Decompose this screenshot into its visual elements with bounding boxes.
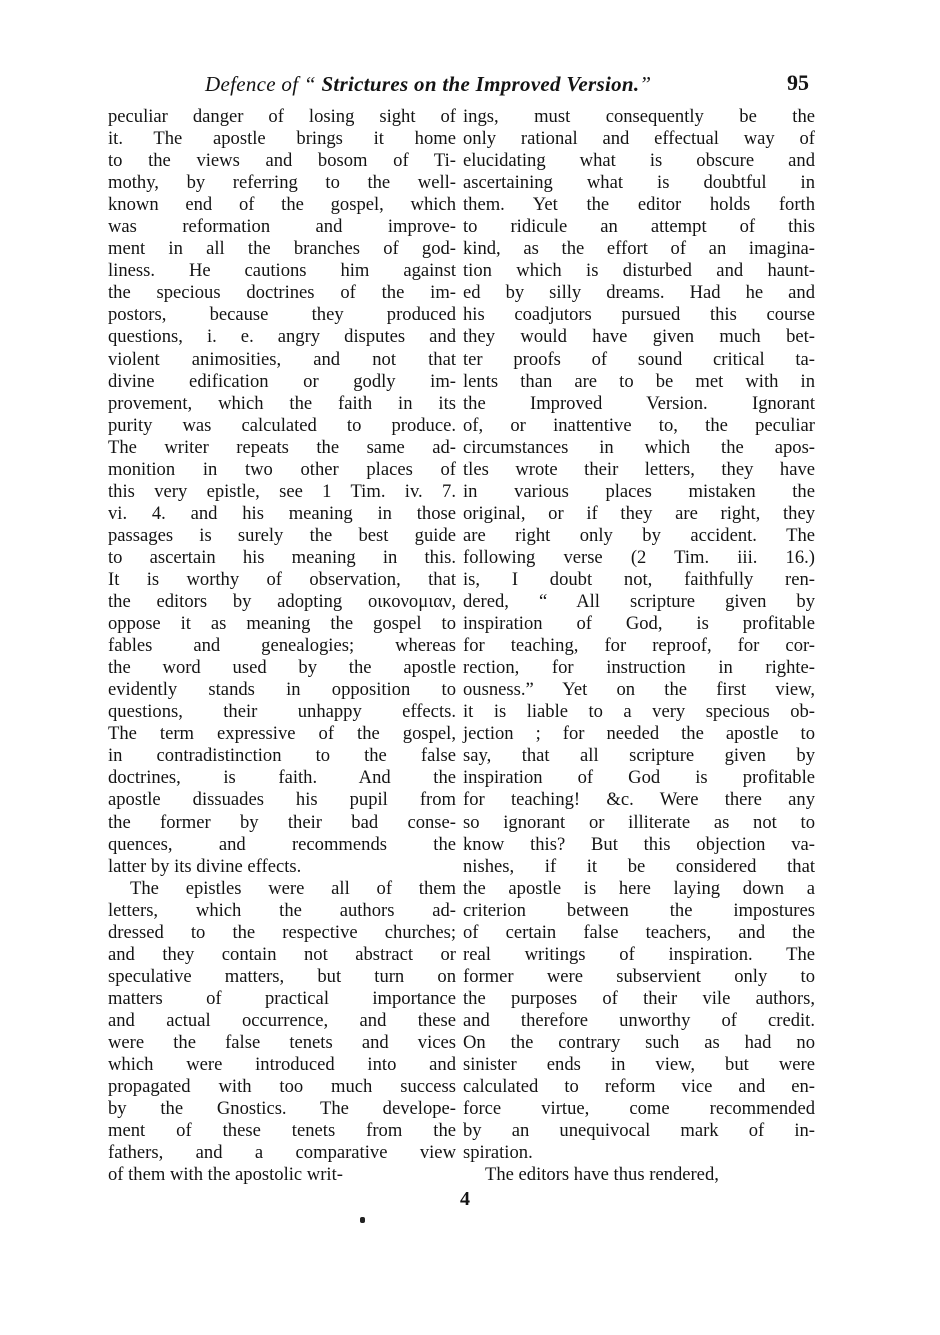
text-line: the specious doctrines of the im- <box>108 282 456 304</box>
text-line: criterion between the impostures <box>463 899 815 921</box>
text-line: so ignorant or illiterate as not to <box>463 811 815 833</box>
text-line: they would have given much bet- <box>463 326 815 348</box>
right-column <box>463 106 815 1186</box>
text-line: of them with the apostolic writ- <box>108 1164 343 1186</box>
text-line: to the views and bosom of Ti- <box>108 150 456 172</box>
text-line: in various places mistaken the <box>463 480 815 502</box>
text-line: by an unequivocal mark of in- <box>463 1120 815 1142</box>
text-line: oppose it as meaning the gospel to <box>108 613 456 635</box>
left-column <box>108 106 456 1186</box>
text-line: is, I doubt not, faithfully ren- <box>463 568 815 590</box>
text-line: ment in all the branches of god- <box>108 238 456 260</box>
text-line: the apostle is here laying down a <box>463 877 815 899</box>
text-line: ings, must consequently be the <box>463 106 815 127</box>
text-line: dered, “ All scripture given by <box>463 591 815 613</box>
text-line: and therefore unworthy of credit. <box>463 1009 815 1031</box>
text-line: the purposes of their vile authors, <box>463 987 815 1009</box>
text-line: known end of the gospel, which <box>108 194 456 216</box>
text-line: ousness.” Yet on the first view, <box>463 679 815 701</box>
text-line: spiration. <box>463 1142 533 1164</box>
text-line: inspiration of God is profitable <box>463 767 815 789</box>
text-line: ascertaining what is doubtful in <box>463 172 815 194</box>
text-line: dressed to the respective churches; <box>108 921 456 943</box>
text-line: kind, as the effort of an imagina- <box>463 238 815 260</box>
text-line: of certain false teachers, and the <box>463 921 815 943</box>
text-line: latter by its divine effects. <box>108 855 302 877</box>
text-line: violent animosities, and not that <box>108 348 456 370</box>
text-line: to ascertain his meaning in this. <box>108 546 456 568</box>
text-line: the editors by adopting οικονομιαν, <box>108 591 456 613</box>
text-line: provement, which the faith in its <box>108 392 456 414</box>
text-line: following verse (2 Tim. iii. 16.) <box>463 546 815 568</box>
text-line: in contradistinction to the false <box>108 745 456 767</box>
text-line: liness. He cautions him against <box>108 260 456 282</box>
text-line: this very epistle, see 1 Tim. iv. 7. <box>108 480 456 502</box>
text-line: which were introduced into and <box>108 1054 456 1076</box>
text-line: The writer repeats the same ad- <box>108 436 456 458</box>
text-line: tion which is disturbed and haunt- <box>463 260 815 282</box>
text-line: On the contrary such as had no <box>463 1031 815 1053</box>
text-line: calculated to reform vice and en- <box>463 1076 815 1098</box>
text-line: the word used by the apostle <box>108 657 456 679</box>
text-line: quences, and recommends the <box>108 833 456 855</box>
text-line: to ridicule an attempt of this <box>463 216 815 238</box>
text-line: elucidating what is obscure and <box>463 150 815 172</box>
text-line: lents than are to be met with in <box>463 370 815 392</box>
text-line: force virtue, come recommended <box>463 1098 815 1120</box>
running-head-suffix: ” <box>639 72 652 96</box>
text-line: his coadjutors pursued this course <box>463 304 815 326</box>
text-line: questions, their unhappy effects. <box>108 701 456 723</box>
text-line: The epistles were all of them <box>130 877 456 899</box>
text-line: vi. 4. and his meaning in those <box>108 502 456 524</box>
text-line: original, or if they are right, they <box>463 502 815 524</box>
running-head-title: Strictures on the Improved Version. <box>321 72 640 96</box>
printer-signature: 4 <box>460 1188 470 1210</box>
text-line: jection ; for needed the apostle to <box>463 723 815 745</box>
text-line: questions, i. e. angry disputes and <box>108 326 456 348</box>
text-line: fathers, and a comparative view <box>108 1142 456 1164</box>
text-line: apostle dissuades his pupil from <box>108 789 456 811</box>
running-head <box>205 72 735 97</box>
text-line: say, that all scripture given by <box>463 745 815 767</box>
text-line: postors, because they produced <box>108 304 456 326</box>
text-line: monition in two other places of <box>108 458 456 480</box>
text-line: peculiar danger of losing sight of <box>108 106 456 127</box>
text-line: speculative matters, but turn on <box>108 965 456 987</box>
text-line: for teaching, for reproof, for cor- <box>463 635 815 657</box>
text-line: them. Yet the editor holds forth <box>463 194 815 216</box>
text-line: sinister ends in view, but were <box>463 1054 815 1076</box>
text-line: only rational and effectual way of <box>463 128 815 150</box>
text-line: purity was calculated to produce. <box>108 414 456 436</box>
text-line: The editors have thus rendered, <box>485 1164 719 1186</box>
text-line: evidently stands in opposition to <box>108 679 456 701</box>
text-line: propagated with too much success <box>108 1076 456 1098</box>
ink-speck <box>360 1217 365 1223</box>
text-line: mothy, by referring to the well- <box>108 172 456 194</box>
text-line: know this? But this objection va- <box>463 833 815 855</box>
text-line: by the Gnostics. The develope- <box>108 1098 456 1120</box>
text-line: and actual occurrence, and these <box>108 1009 456 1031</box>
text-line: The term expressive of the gospel, <box>108 723 456 745</box>
text-line: rection, for instruction in righte- <box>463 657 815 679</box>
text-line: tles wrote their letters, they have <box>463 458 815 480</box>
text-line: it is liable to a very specious ob- <box>463 701 815 723</box>
text-line: was reformation and improve- <box>108 216 456 238</box>
text-line: were the false tenets and vices <box>108 1031 456 1053</box>
text-line: the former by their bad conse- <box>108 811 456 833</box>
text-line: letters, which the authors ad- <box>108 899 456 921</box>
text-line: fables and genealogies; whereas <box>108 635 456 657</box>
text-line: It is worthy of observation, that <box>108 568 456 590</box>
text-line: former were subservient only to <box>463 965 815 987</box>
text-line: nishes, if it be considered that <box>463 855 815 877</box>
text-line: of, or inattentive to, the peculiar <box>463 414 815 436</box>
text-line: the Improved Version. Ignorant <box>463 392 815 414</box>
text-line: for teaching! &c. Were there any <box>463 789 815 811</box>
text-line: it. The apostle brings it home <box>108 128 456 150</box>
text-line: circumstances in which the apos- <box>463 436 815 458</box>
text-line: matters of practical importance <box>108 987 456 1009</box>
text-line: divine edification or godly im- <box>108 370 456 392</box>
text-line: and they contain not abstract or <box>108 943 456 965</box>
page-number: 95 <box>787 70 809 95</box>
text-line: doctrines, is faith. And the <box>108 767 456 789</box>
text-line: are right only by accident. The <box>463 524 815 546</box>
text-line: passages is surely the best guide <box>108 524 456 546</box>
text-line: inspiration of God, is profitable <box>463 613 815 635</box>
text-line: ter proofs of sound critical ta- <box>463 348 815 370</box>
text-line: real writings of inspiration. The <box>463 943 815 965</box>
running-head-prefix: Defence of “ <box>205 72 322 96</box>
text-line: ed by silly dreams. Had he and <box>463 282 815 304</box>
text-line: ment of these tenets from the <box>108 1120 456 1142</box>
